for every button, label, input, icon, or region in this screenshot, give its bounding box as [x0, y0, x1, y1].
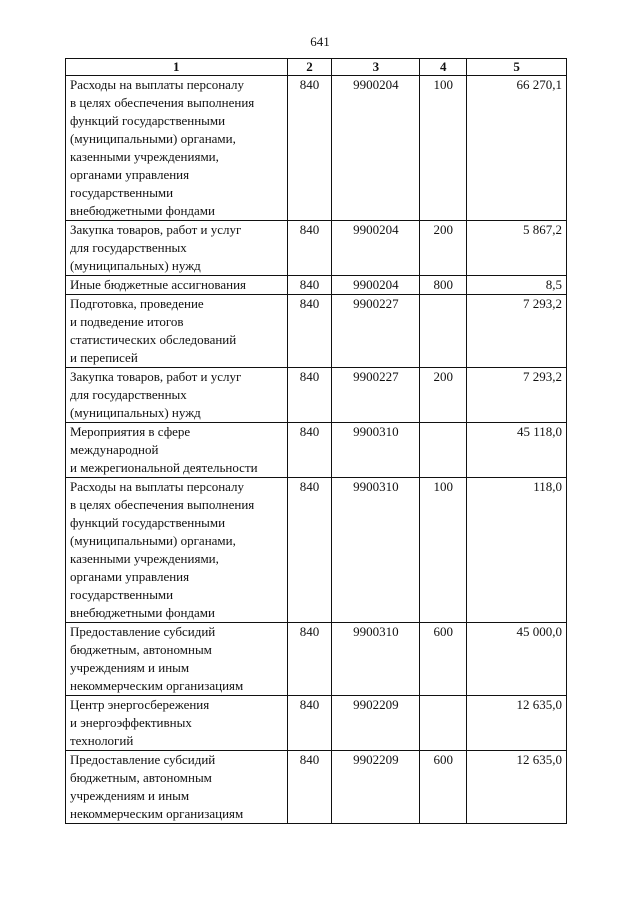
cell-code: 840 — [287, 295, 332, 368]
cell-type: 100 — [420, 478, 467, 623]
cell-amount: 7 293,2 — [467, 295, 567, 368]
table-row — [66, 423, 567, 478]
column-header-3: 3 — [332, 59, 420, 76]
cell-amount: 12 635,0 — [467, 751, 567, 824]
table-row — [66, 751, 567, 824]
table-row — [66, 76, 567, 221]
table-row — [66, 478, 567, 623]
cell-item: 9900204 — [332, 76, 420, 221]
cell-name: Закупка товаров, работ и услуг для государственных (муниципальных) нужд — [66, 221, 288, 276]
cell-item: 9900310 — [332, 478, 420, 623]
table-row — [66, 295, 567, 368]
cell-amount: 5 867,2 — [467, 221, 567, 276]
cell-name: Расходы на выплаты персоналу в целях обеспечения выполнения функций государственными (муниципальными) органами, казенными учреждениями, органами управления государственными внебюджетными фондами — [66, 478, 288, 623]
cell-item: 9902209 — [332, 751, 420, 824]
cell-type: 200 — [420, 221, 467, 276]
cell-amount: 7 293,2 — [467, 368, 567, 423]
cell-name: Мероприятия в сфере международной и межрегиональной деятельности — [66, 423, 288, 478]
cell-code: 840 — [287, 751, 332, 824]
cell-name: Предоставление субсидий бюджетным, автономным учреждениям и иным некоммерческим организациям — [66, 751, 288, 824]
cell-item: 9900227 — [332, 368, 420, 423]
cell-type: 600 — [420, 623, 467, 696]
cell-name: Подготовка, проведение и подведение итогов статистических обследований и переписей — [66, 295, 288, 368]
cell-amount: 8,5 — [467, 276, 567, 295]
cell-code: 840 — [287, 623, 332, 696]
cell-type — [420, 696, 467, 751]
cell-amount: 118,0 — [467, 478, 567, 623]
cell-code: 840 — [287, 423, 332, 478]
column-header-2: 2 — [287, 59, 332, 76]
table-body — [66, 76, 567, 824]
cell-amount: 45 000,0 — [467, 623, 567, 696]
column-header-4: 4 — [420, 59, 467, 76]
table-row — [66, 276, 567, 295]
cell-code: 840 — [287, 276, 332, 295]
cell-item: 9900310 — [332, 623, 420, 696]
cell-code: 840 — [287, 696, 332, 751]
cell-amount: 45 118,0 — [467, 423, 567, 478]
page-number: 641 — [310, 34, 330, 49]
cell-code: 840 — [287, 478, 332, 623]
cell-type: 200 — [420, 368, 467, 423]
column-header-1: 1 — [66, 59, 288, 76]
cell-item: 9900204 — [332, 221, 420, 276]
cell-item: 9900310 — [332, 423, 420, 478]
cell-code: 840 — [287, 221, 332, 276]
table-row — [66, 623, 567, 696]
cell-type — [420, 423, 467, 478]
cell-amount: 12 635,0 — [467, 696, 567, 751]
cell-code: 840 — [287, 76, 332, 221]
cell-type: 100 — [420, 76, 467, 221]
table-row — [66, 696, 567, 751]
column-header-5: 5 — [467, 59, 567, 76]
cell-item: 9902209 — [332, 696, 420, 751]
table-header-row — [66, 59, 567, 76]
cell-name: Расходы на выплаты персоналу в целях обеспечения выполнения функций государственными (муниципальными) органами, казенными учреждениями, органами управления государственными внебюджетными фондами — [66, 76, 288, 221]
table-row — [66, 368, 567, 423]
cell-item: 9900227 — [332, 295, 420, 368]
table-row — [66, 221, 567, 276]
cell-code: 840 — [287, 368, 332, 423]
cell-name: Предоставление субсидий бюджетным, автономным учреждениям и иным некоммерческим организациям — [66, 623, 288, 696]
cell-amount: 66 270,1 — [467, 76, 567, 221]
cell-type: 800 — [420, 276, 467, 295]
cell-item: 9900204 — [332, 276, 420, 295]
cell-type: 600 — [420, 751, 467, 824]
cell-type — [420, 295, 467, 368]
budget-table — [65, 58, 567, 824]
cell-name: Закупка товаров, работ и услуг для государственных (муниципальных) нужд — [66, 368, 288, 423]
cell-name: Центр энергосбережения и энергоэффективных технологий — [66, 696, 288, 751]
cell-name: Иные бюджетные ассигнования — [66, 276, 288, 295]
